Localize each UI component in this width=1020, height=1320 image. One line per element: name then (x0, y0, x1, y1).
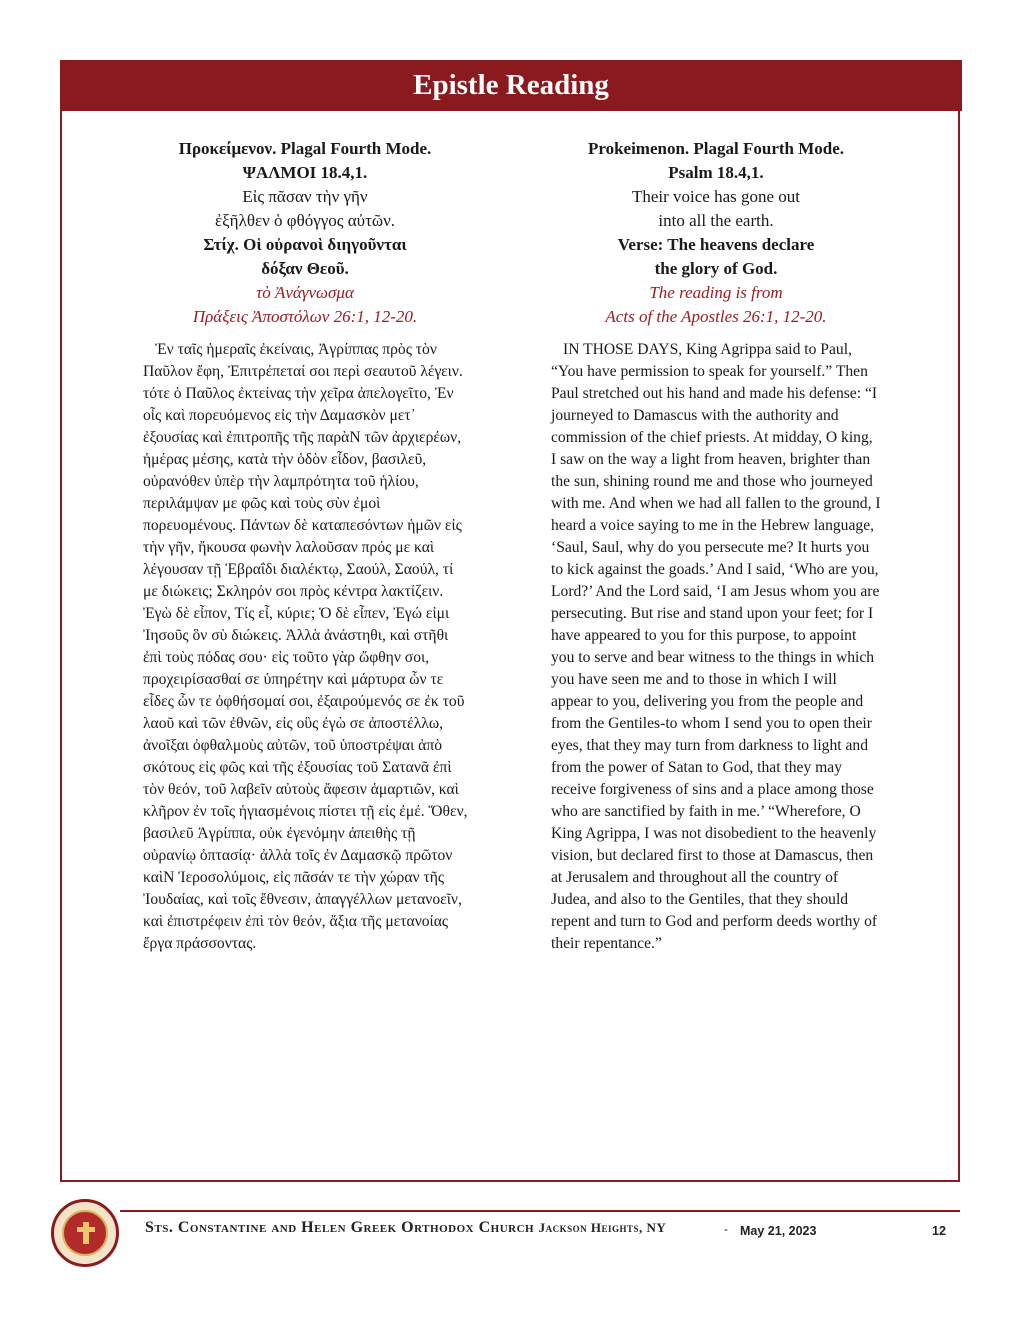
english-body: IN THOSE DAYS, King Agrippa said to Paul, “You have permission to speak for yourself.” Then Paul stretched out his hand and made his defense: “I journeyed to Damascus with the authority and commission of the chief priests. At midday, O king, I saw on the way a light from heaven, brighter than the sun, shining round me and those who journeyed with me. And when we had all fallen to the ground, I heard a voice saying to me in the Hebrew language, ‘Saul, Saul, why do you persecute me? It hurts you to kick against the goads.’ And I said, ‘Who are you, Lord?’ And the Lord said, ‘I am Jesus whom you are persecuting. But rise and stand upon your feet; for I have appeared to you for this purpose, to appoint you to serve and bear witness to the things in which you have seen me and to those in which I will appear to you, delivering you from the people and from the Gentiles-to whom I send you to open their eyes, that they may turn from darkness to light and from the power of Satan to God, that they may receive forgiveness of sins and a place among those who are sanctified by faith in me.’ “Wherefore, O King Agrippa, I was not disobedient to the heavenly vision, but declared first to those at Damascus, then at Jerusalem and throughout all the country of Judea, and also to the Gentiles, that they should repent and turn to God and perform deeds worthy of their repentance.” (551, 341, 881, 952)
heading-line: The reading is from (649, 283, 783, 302)
footer-church-name (145, 1219, 666, 1237)
english-column (551, 137, 881, 955)
heading-line: Στίχ. Οἱ οὐρανοὶ διηγοῦνται (203, 235, 407, 254)
heading-line: Psalm 18.4,1. (668, 163, 764, 182)
greek-heading (140, 137, 470, 329)
church-location: Jackson Heights, NY (538, 1220, 667, 1235)
heading-line: ΨΑΛΜΟΙ 18.4,1. (242, 163, 368, 182)
church-logo-icon (51, 1199, 119, 1267)
heading-line: τὸ Ἀνάγνωσμα (256, 283, 354, 302)
footer-divider (120, 1210, 960, 1212)
page-number: 12 (932, 1224, 946, 1238)
heading-line: Verse: The heavens declare (617, 235, 815, 254)
heading-line: ἐξῆλθεν ὁ φθόγγος αὐτῶν. (214, 211, 396, 230)
church-name: Sts. Constantine and Helen Greek Orthodox Church (145, 1219, 535, 1236)
page-title: Epistle Reading (60, 60, 962, 111)
greek-column (140, 137, 470, 955)
footer-date: May 21, 2023 (740, 1224, 817, 1238)
heading-line: Εἰς πᾶσαν τὴν γῆν (242, 187, 368, 206)
greek-body: Ἐν ταῖς ἡμεραῖς ἐκείναις, Ἀγρίππας πρὸς τὸν Παῦλον ἔφη, Ἐπιτρέπεταί σοι περὶ σεαυτοῦ λέγειν. τότε ὁ Παῦλος ἐκτείνας τὴν χεῖρα ἀπελογεῖτο, Ἐν οἷς καὶ πορευόμενος εἰς τὴν Δαμασκὸν μετ᾽ ἐξουσίας καὶ ἐπιτροπῆς τῆς παρὰΝ τῶν ἀρχιερέων, ἡμέρας μέσης, κατὰ τὴν ὁδὸν εἶδον, βασιλεῦ, οὐρανόθεν ὑπὲρ τὴν λαμπρότητα τοῦ ἡλίου, περιλάμψαν με φῶς καὶ τοὺς σὺν ἐμοὶ πορευομένους. Πάντων δὲ καταπεσόντων ἡμῶν εἰς τὴν γῆν, ἤκουσα φωνὴν λαλοῦσαν πρός με καὶ λέγουσαν τῇ Ἑβραΐδι διαλέκτῳ, Σαούλ, Σαούλ, τί με διώκεις; Σκληρόν σοι πρὸς κέντρα λακτίζειν. Ἐγὼ δὲ εἶπον, Τίς εἶ, κύριε; Ὁ δὲ εἶπεν, Ἐγώ εἰμι Ἰησοῦς ὃν σὺ διώκεις. Ἀλλὰ ἀνάστηθι, καὶ στῆθι ἐπὶ τοὺς πόδας σου· εἰς τοῦτο γὰρ ὤφθην σοι, προχειρίσασθαί σε ὑπηρέτην καὶ μάρτυρα ὧν τε εἶδες ὧν τε ὀφθήσομαί σοι, ἐξαιρούμενός σε ἐκ τοῦ λαοῦ καὶ τῶν ἐθνῶν, εἰς οὓς ἐγὼ σε ἀποστέλλω, ἀνοῖξαι ὀφθαλμοὺς αὐτῶν, τοῦ ὑποστρέψαι ἀπὸ σκότους εἰς φῶς καὶ τῆς ἐξουσίας τοῦ Σατανᾶ ἐπὶ τὸν θεόν, τοῦ λαβεῖν αὐτοὺς ἄφεσιν ἁμαρτιῶν, καὶ κλῆρον ἐν τοῖς ἡγιασμένοις πίστει τῇ εἰς ἐμέ. Ὅθεν, βασιλεῦ Ἀγρίππα, οὐκ ἐγενόμην ἀπειθὴς τῇ οὐρανίῳ ὀπτασίᾳ· ἀλλὰ τοῖς ἐν Δαμασκῷ πρῶτον καὶΝ Ἱεροσολύμοις, εἰς πᾶσάν τε τὴν χώραν τῆς Ἰουδαίας, καὶ τοῖς ἔθνεσιν, ἀπαγγέλλων μετανοεῖν, καὶ ἐπιστρέφειν ἐπὶ τὸν θεόν, ἄξια τῆς μετανοίας ἔργα πράσσοντας. (143, 341, 468, 952)
english-heading (551, 137, 881, 329)
footer-separator: - (724, 1222, 728, 1236)
heading-line: Their voice has gone out (631, 187, 801, 206)
heading-line: Προκείμενον. Plagal Fourth Mode. (178, 139, 432, 158)
heading-line: Prokeimenon. Plagal Fourth Mode. (587, 139, 845, 158)
heading-line: Πράξεις Ἀποστόλων 26:1, 12-20. (192, 307, 418, 326)
heading-line: the glory of God. (654, 259, 778, 278)
heading-line: δόξαν Θεοῦ. (261, 259, 349, 278)
heading-line: Acts of the Apostles 26:1, 12-20. (605, 307, 827, 326)
heading-line: into all the earth. (658, 211, 774, 230)
